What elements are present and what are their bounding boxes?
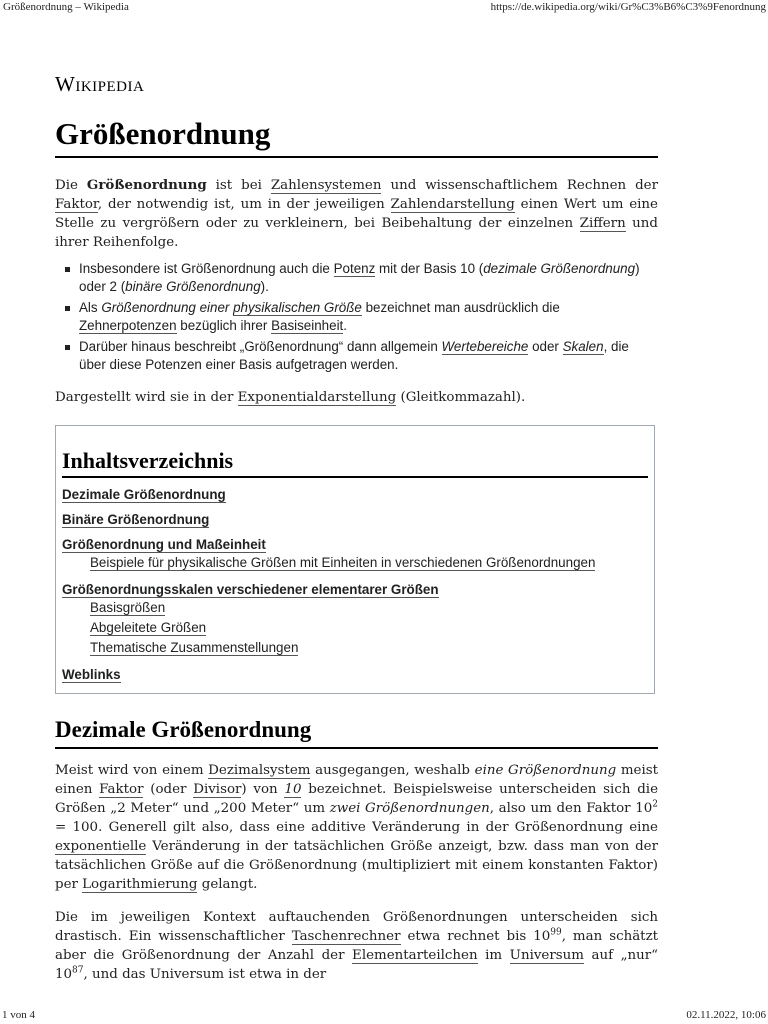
toc-item-masseinheit[interactable]: Größenordnung und Maßeinheit	[62, 537, 266, 552]
print-page-title: Größenordnung – Wikipedia	[3, 1, 129, 13]
print-url: https://de.wikipedia.org/wiki/Gr%C3%B6%C3%9Fenordnung	[490, 1, 766, 13]
link-zehn[interactable]: 10	[284, 782, 302, 797]
link-exponentielle[interactable]: exponentielle	[55, 839, 147, 854]
link-universum[interactable]: Universum	[509, 948, 584, 963]
link-divisor[interactable]: Divisor	[193, 782, 242, 797]
intro-paragraph: Die Größenordnung ist bei Zahlensystemen und wissenschaftlichem Rechnen der Faktor, der notwendig ist, um in der jeweiligen Zahlendarstellung einen Wert um eine Stelle zu vergrößern oder zu verkleinern, bei Beibehaltung der einzelnen Ziffern und ihrer Reihenfolge.	[55, 177, 659, 250]
toc-item-dezimale[interactable]: Dezimale Größenordnung	[62, 487, 226, 502]
exponential-paragraph: Dargestellt wird sie in der Exponentialdarstellung (Gleitkommazahl).	[55, 390, 526, 405]
toc-item-weblinks[interactable]: Weblinks	[62, 667, 121, 682]
print-footer	[0, 1008, 768, 1024]
link-ziffern[interactable]: Ziffern	[579, 216, 626, 231]
link-zahlendarstellung[interactable]: Zahlendarstellung	[390, 197, 515, 212]
link-dezimalsystem[interactable]: Dezimalsystem	[208, 763, 311, 778]
link-physikalische-groesse[interactable]: physikalischen Größe	[233, 300, 362, 315]
link-basiseinheit[interactable]: Basiseinheit	[271, 318, 344, 333]
toc-item-basisgroessen[interactable]: Basisgrößen	[90, 600, 166, 615]
link-zehnerpotenzen[interactable]: Zehnerpotenzen	[79, 318, 177, 333]
toc-title: Inhaltsverzeichnis	[62, 448, 648, 478]
link-skalen[interactable]: Skalen	[562, 339, 604, 354]
toc-item-beispiele[interactable]: Beispiele für physikalische Größen mit Einheiten in verschiedenen Größenordnungen	[90, 555, 596, 570]
link-elementarteilchen[interactable]: Elementarteilchen	[352, 948, 478, 963]
intro-bold-term: Größenordnung	[86, 177, 207, 193]
link-wertebereiche[interactable]: Wertebereiche	[441, 339, 529, 354]
print-datetime: 02.11.2022, 10:06	[686, 1009, 766, 1021]
wikipedia-logo: Wikipedia	[55, 72, 145, 96]
toc-item-binaere[interactable]: Binäre Größenordnung	[62, 512, 210, 527]
section-paragraph: Meist wird von einem Dezimalsystem ausgegangen, weshalb eine Größenordnung meist einen Faktor (oder Divisor) von 10 bezeichnet. Beispielsweise unterscheiden sich die Größen „2 Meter“ und „200 Meter“ um zwei Größenordnungen, also um den Faktor $10^2 = 100$. Generell gilt also, dass eine additive Veränderung in der Größenordnung eine exponentielle Veränderung in der tatsächlichen Größe anzeigt, bzw. dass man von der tatsächlichen Größe auf die Größenordnung (multipliziert mit einem konstanten Faktor) per Logarithmierung gelangt.	[55, 763, 659, 892]
article	[55, 72, 658, 984]
list-item: Als Größenordnung einer physikalischen Größe bezeichnet man ausdrücklich die Zehnerpotenzen bezüglich ihrer Basiseinheit.	[79, 299, 658, 335]
link-faktor-2[interactable]: Faktor	[99, 782, 144, 797]
intro-bullet-list	[55, 260, 658, 374]
toc-item-skalen[interactable]: Größenordnungsskalen verschiedener elementarer Größen	[62, 582, 439, 597]
table-of-contents	[55, 425, 655, 694]
link-logarithmierung[interactable]: Logarithmierung	[82, 877, 198, 892]
section-paragraph: Die im jeweiligen Kontext auftauchenden Größenordnungen unterscheiden sich drastisch. Ein wissenschaftlicher Taschenrechner etwa rechnet bis $10^{99}$, man schätzt aber die Größenordnung der Anzahl der Elementarteilchen im Universum auf „nur“ $10^{87}$, und das Universum ist etwa in der	[55, 910, 659, 982]
toc-item-abgeleitete[interactable]: Abgeleitete Größen	[90, 620, 207, 635]
list-item: Darüber hinaus beschreibt „Größenordnung“ dann allgemein Wertebereiche oder Skalen, die über diese Potenzen einer Basis aufgetragen werden.	[79, 338, 658, 374]
link-exponentialdarstellung[interactable]: Exponentialdarstellung	[237, 390, 397, 405]
page-title: Größenordnung	[55, 116, 658, 158]
section-heading-dezimale: Dezimale Größenordnung	[55, 716, 658, 749]
link-zahlensystemen[interactable]: Zahlensystemen	[270, 178, 382, 193]
link-potenz[interactable]: Potenz	[333, 261, 376, 276]
print-header	[0, 0, 768, 16]
toc-item-thematische[interactable]: Thematische Zusammenstellungen	[90, 640, 299, 655]
print-page-number: 1 von 4	[2, 1009, 35, 1021]
link-taschenrechner[interactable]: Taschenrechner	[291, 929, 401, 944]
link-faktor[interactable]: Faktor	[55, 197, 98, 212]
list-item: Insbesondere ist Größenordnung auch die Potenz mit der Basis 10 (dezimale Größenordnung) oder 2 (binäre Größenordnung).	[79, 260, 658, 296]
